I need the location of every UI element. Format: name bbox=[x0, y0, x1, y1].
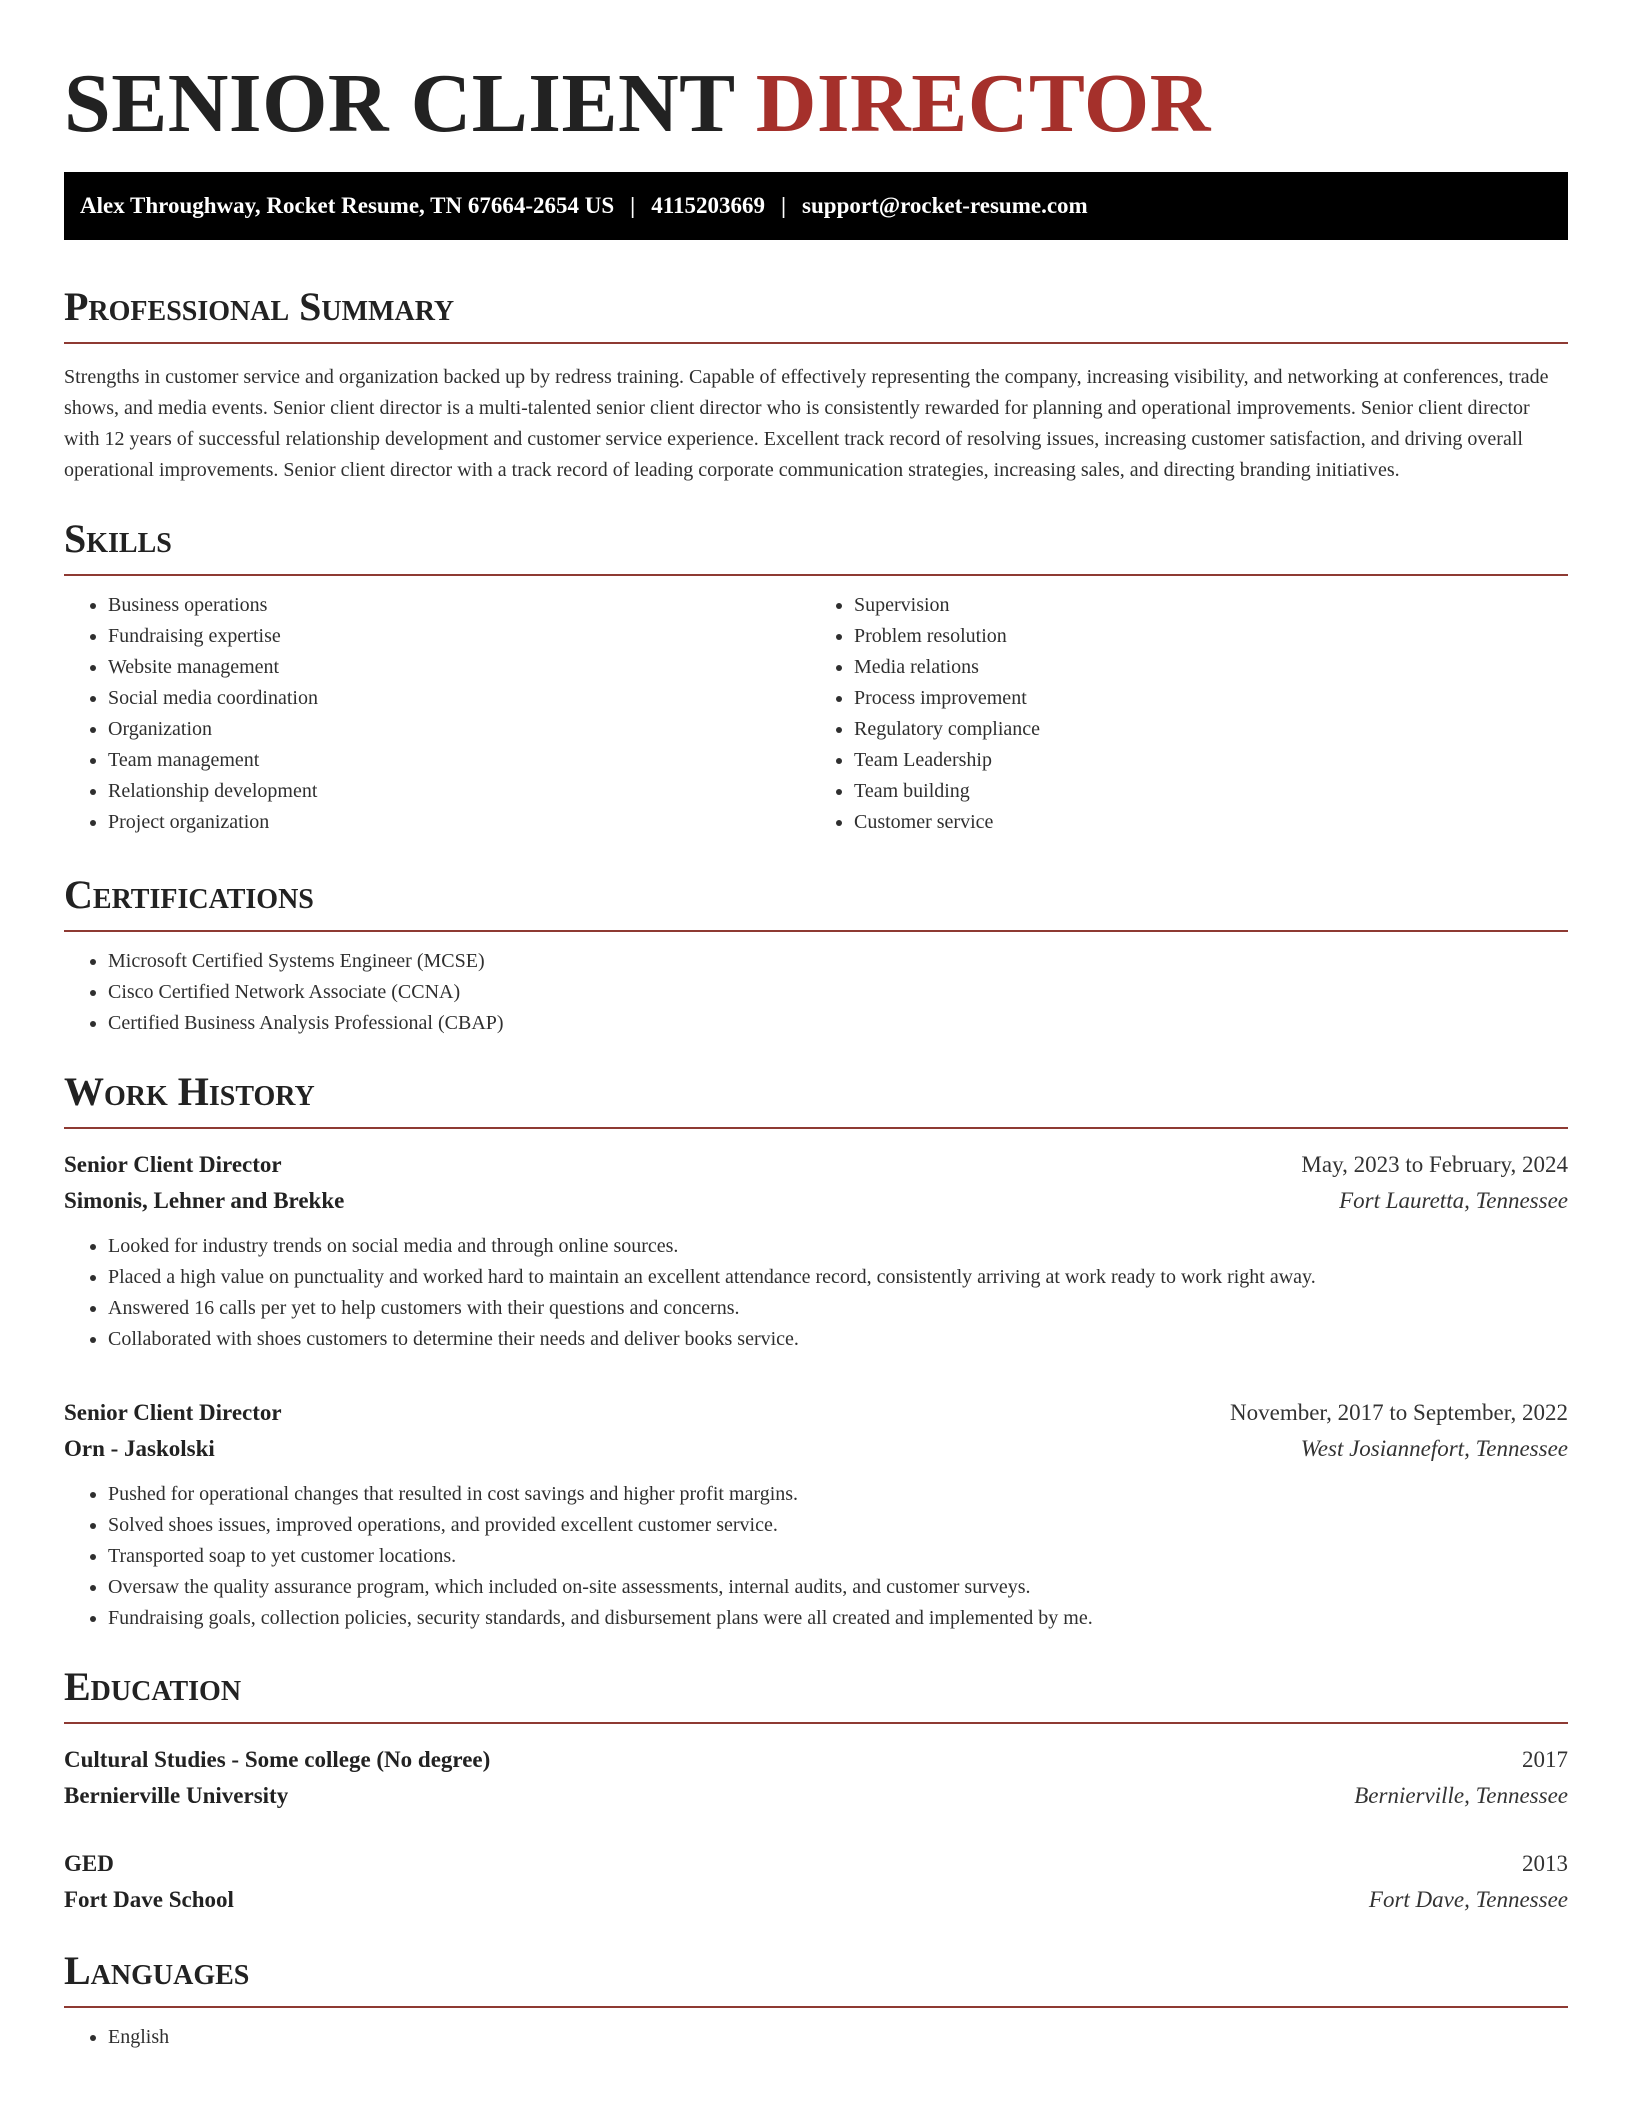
job-bullet: • Collaborated with shoes customers to determine their needs and deliver books service. bbox=[108, 1324, 1568, 1355]
contact-bar bbox=[64, 172, 1568, 240]
section-heading-education: Education bbox=[64, 1664, 1568, 1724]
certification-item: • Certified Business Analysis Professional (CBAP) bbox=[108, 1008, 1568, 1039]
skill-item: • Business operations bbox=[108, 590, 816, 621]
job-bullet: • Transported soap to yet customer locations. bbox=[108, 1541, 1568, 1572]
skill-item: • Customer service bbox=[854, 807, 1568, 838]
section-heading-languages: Languages bbox=[64, 1948, 1568, 2008]
education-year: 2013 bbox=[1522, 1851, 1568, 1876]
contact-phone: 4115203669 bbox=[651, 193, 765, 218]
education-location: Fort Dave, Tennessee bbox=[1368, 1887, 1568, 1912]
language-item: • English bbox=[108, 2022, 1568, 2053]
skill-item: • Problem resolution bbox=[854, 621, 1568, 652]
resume-title bbox=[64, 56, 1568, 152]
certification-item: • Cisco Certified Network Associate (CCNA) bbox=[108, 977, 1568, 1008]
job-bullet: • Answered 16 calls per yet to help customers with their questions and concerns. bbox=[108, 1293, 1568, 1324]
contact-email: support@rocket-resume.com bbox=[802, 193, 1088, 218]
skill-item: • Media relations bbox=[854, 652, 1568, 683]
job-header-row bbox=[64, 1147, 1568, 1183]
job-title: Senior Client Director bbox=[64, 1400, 282, 1425]
education-degree-row bbox=[64, 1846, 1568, 1882]
skills-grid bbox=[64, 576, 1568, 838]
job-bullet: • Pushed for operational changes that resulted in cost savings and higher profit margins. bbox=[108, 1479, 1568, 1510]
skills-list-left bbox=[64, 590, 816, 838]
education-school-row bbox=[64, 1882, 1568, 1918]
section-heading-skills: Skills bbox=[64, 516, 1568, 576]
education-year: 2017 bbox=[1522, 1747, 1568, 1772]
job-location: West Josiannefort, Tennessee bbox=[1300, 1436, 1568, 1461]
skill-item: • Regulatory compliance bbox=[854, 714, 1568, 745]
job-bullet: • Placed a high value on punctuality and worked hard to maintain an excellent attendance record, consistently arriving at work ready to work right away. bbox=[108, 1262, 1568, 1293]
work-history-section bbox=[64, 1069, 1568, 1634]
contact-separator: | bbox=[630, 193, 636, 218]
job-bullets bbox=[64, 1231, 1568, 1355]
education-entry bbox=[64, 1846, 1568, 1918]
job-bullet: • Looked for industry trends on social media and through online sources. bbox=[108, 1231, 1568, 1262]
skill-item: • Team building bbox=[854, 776, 1568, 807]
section-heading-certifications: Certifications bbox=[64, 872, 1568, 932]
skill-item: • Social media coordination bbox=[108, 683, 816, 714]
job-header-row bbox=[64, 1395, 1568, 1431]
job-bullet: • Fundraising goals, collection policies, security standards, and disbursement plans were all created and implemented by me. bbox=[108, 1603, 1568, 1634]
education-entry bbox=[64, 1742, 1568, 1814]
contact-address: Alex Throughway, Rocket Resume, TN 67664-2654 US bbox=[80, 193, 615, 218]
job-location: Fort Lauretta, Tennessee bbox=[1339, 1188, 1568, 1213]
job-company: Simonis, Lehner and Brekke bbox=[64, 1188, 345, 1213]
skill-item: • Team Leadership bbox=[854, 745, 1568, 776]
skill-item: • Relationship development bbox=[108, 776, 816, 807]
job-dates: November, 2017 to September, 2022 bbox=[1230, 1400, 1568, 1425]
job-bullet: • Oversaw the quality assurance program, which included on-site assessments, internal audits, and customer surveys. bbox=[108, 1572, 1568, 1603]
job-entry bbox=[64, 1395, 1568, 1634]
education-school: Bernierville University bbox=[64, 1783, 289, 1808]
job-dates: May, 2023 to February, 2024 bbox=[1301, 1152, 1568, 1177]
certifications-section bbox=[64, 872, 1568, 1039]
skills-section bbox=[64, 516, 1568, 838]
certifications-list bbox=[64, 946, 1568, 1039]
certification-item: • Microsoft Certified Systems Engineer (MCSE) bbox=[108, 946, 1568, 977]
education-school-row bbox=[64, 1778, 1568, 1814]
skill-item: • Website management bbox=[108, 652, 816, 683]
job-entry bbox=[64, 1147, 1568, 1355]
skill-item: • Team management bbox=[108, 745, 816, 776]
section-heading-work-history: Work History bbox=[64, 1069, 1568, 1129]
skill-item: • Supervision bbox=[854, 590, 1568, 621]
job-company: Orn - Jaskolski bbox=[64, 1436, 215, 1461]
education-location: Bernierville, Tennessee bbox=[1354, 1783, 1568, 1808]
skills-list-right bbox=[816, 590, 1568, 838]
education-section bbox=[64, 1664, 1568, 1918]
section-heading-summary: Professional Summary bbox=[64, 284, 1568, 344]
education-school: Fort Dave School bbox=[64, 1887, 234, 1912]
job-title: Senior Client Director bbox=[64, 1152, 282, 1177]
languages-list bbox=[64, 2022, 1568, 2053]
education-degree: Cultural Studies - Some college (No degree) bbox=[64, 1747, 491, 1772]
job-bullets bbox=[64, 1479, 1568, 1634]
job-company-row bbox=[64, 1183, 1568, 1219]
summary-section bbox=[64, 284, 1568, 486]
skill-item: • Fundraising expertise bbox=[108, 621, 816, 652]
skill-item: • Process improvement bbox=[854, 683, 1568, 714]
languages-section bbox=[64, 1948, 1568, 2053]
contact-separator: | bbox=[780, 193, 787, 218]
education-degree: GED bbox=[64, 1851, 114, 1876]
job-company-row bbox=[64, 1431, 1568, 1467]
summary-text: Strengths in customer service and organization backed up by redress training. Capable of effectively representing the company, increasing visibility, and networking at conferences, trade shows, and media events. Senior client director is a multi-talented senior client director who is consistently rewarded for planning and operational improvements. Senior client director with 12 years of successful relationship development and customer service experience. Excellent track record of resolving issues, increasing customer satisfaction, and driving overall operational improvements. Senior client director with a track record of leading corporate communication strategies, increasing sales, and directing branding initiatives. bbox=[64, 366, 1549, 481]
job-bullet: • Solved shoes issues, improved operations, and provided excellent customer service. bbox=[108, 1510, 1568, 1541]
title-main: SENIOR CLIENT bbox=[64, 57, 735, 150]
education-degree-row bbox=[64, 1742, 1568, 1778]
skill-item: • Project organization bbox=[108, 807, 816, 838]
skill-item: • Organization bbox=[108, 714, 816, 745]
title-accent: DIRECTOR bbox=[755, 57, 1211, 150]
